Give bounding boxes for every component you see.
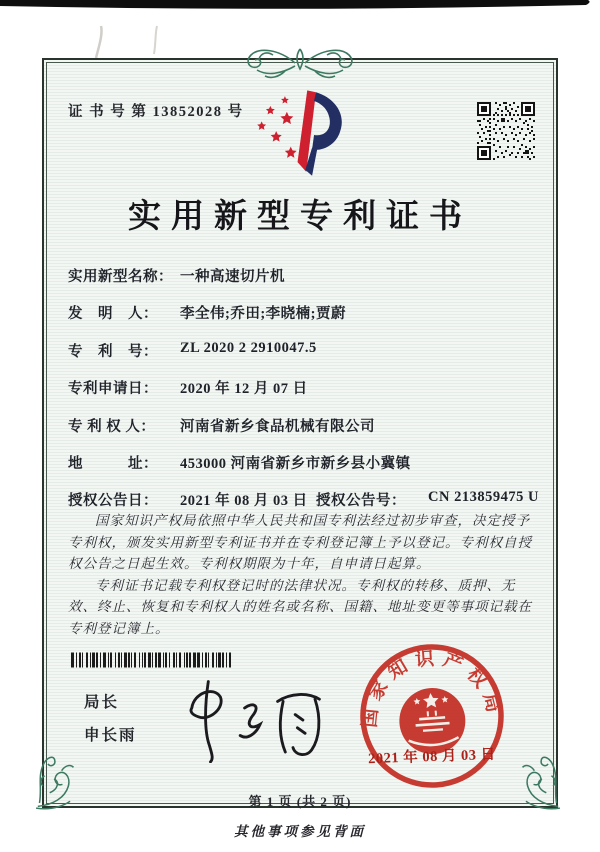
field-label: 专 利 权 人：	[68, 418, 156, 435]
seal-date: 2021 年 08 月 03 日	[367, 746, 496, 768]
field-inventors	[68, 302, 544, 339]
qr-code-icon	[477, 102, 535, 160]
field-label: 专 利 号：	[68, 343, 158, 360]
officer-title: 局长	[84, 694, 120, 711]
field-label: 发 明 人：	[68, 306, 158, 323]
field-value: CN 213859475 U	[428, 489, 539, 506]
top-border-ornament-icon	[215, 41, 385, 85]
legal-text	[68, 510, 544, 640]
field-application-date	[68, 377, 544, 414]
legal-paragraph: 国家知识产权局依照中华人民共和国专利法经过初步审查，决定授予专利权，颁发实用新型专利证书并在专利登记簿上予以登记。专利权自授权公告之日起生效。专利权期限为十年，自申请日起算。	[68, 513, 532, 572]
field-label: 专利申请日：	[68, 381, 158, 398]
legal-paragraph: 专利证书记载专利权登记时的法律状况。专利权的转移、质押、无效、终止、恢复和专利权人的姓名或名称、国籍、地址变更等事项记载在专利登记簿上。	[68, 577, 532, 636]
field-utility-model-name	[68, 265, 544, 302]
certificate-title: 实用新型专利证书	[128, 199, 472, 235]
field-value: 453000 河南省新乡市新乡县小冀镇	[180, 455, 411, 472]
field-value: 河南省新乡食品机械有限公司	[180, 418, 375, 435]
officer-name: 申长雨	[84, 727, 137, 744]
field-label: 授权公告号：	[316, 493, 406, 510]
pencil-marks	[88, 22, 178, 62]
field-address	[68, 452, 544, 489]
signature-shen-changyu-icon	[170, 675, 350, 763]
certificate-fields	[68, 265, 544, 527]
field-value: 2021 年 08 月 03 日	[180, 493, 308, 510]
patent-certificate	[42, 58, 558, 808]
cnipa-logo-icon	[250, 88, 347, 180]
barcode-icon	[70, 652, 232, 668]
field-patentee	[68, 415, 544, 452]
official-seal-icon	[357, 641, 507, 791]
seal-text: 国家知识产权局	[359, 648, 506, 729]
field-label: 地 址：	[68, 455, 158, 472]
field-value: 一种高速切片机	[180, 269, 285, 285]
field-label: 实用新型名称：	[68, 269, 173, 285]
field-value: 李全伟;乔田;李晓楠;贾蔚	[180, 306, 346, 323]
footer-note: 其他事项参见背面	[234, 824, 366, 839]
photo-edge-shadow	[0, 0, 600, 16]
field-value: ZL 2020 2 2910047.5	[180, 339, 317, 356]
certificate-number: 证 书 号 第 13852028 号	[68, 104, 244, 120]
field-patent-number	[68, 340, 544, 377]
field-value: 2020 年 12 月 07 日	[180, 381, 308, 398]
officer-block	[84, 690, 137, 756]
field-label: 授权公告日：	[68, 493, 158, 510]
page-number: 第 1 页 (共 2 页)	[248, 794, 352, 809]
